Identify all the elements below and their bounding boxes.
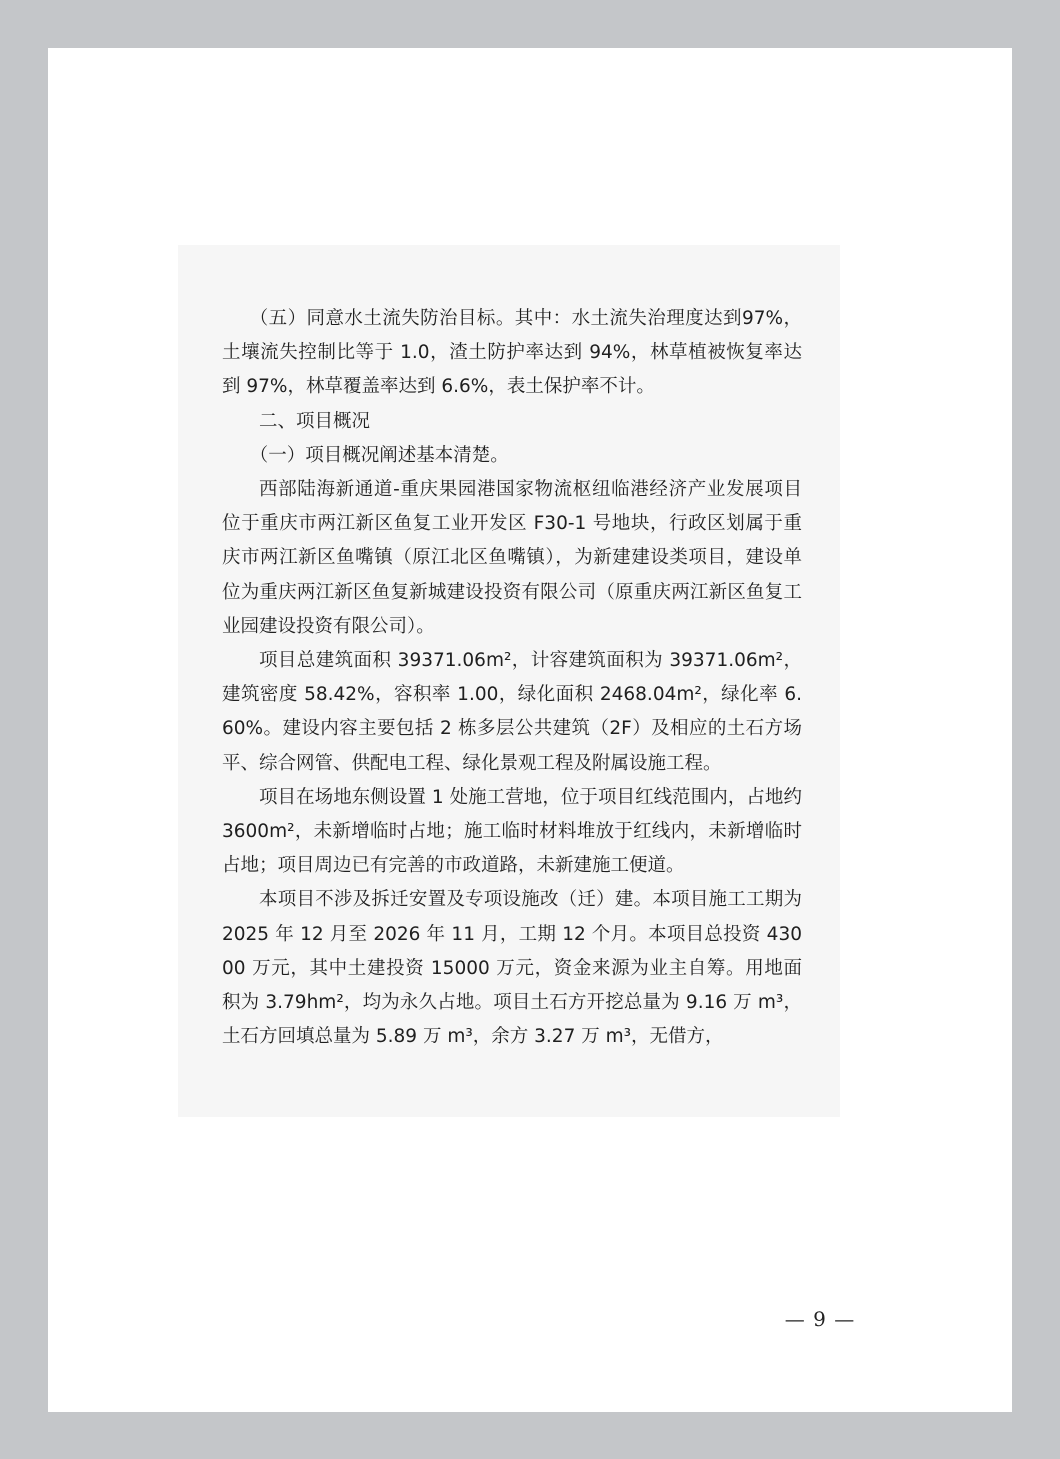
paragraph-schedule-investment: 本项目不涉及拆迁安置及专项设施改（迁）建。本项目施工工期为 2025 年 12 月至 2026 年 11 月，工期 12 个月。本项目总投资 43000 万元，其中土建投资 15000 万元，资金来源为业主自筹。用地面积为 3.79hm²，均为永久占地。项目土石方开挖总量为 9.16 万 m³，土石方回填总量为 5.89 万 m³，余方 3.27 万 m³，无借方， xyxy=(222,889,802,1048)
subsection-heading-overview: （一）项目概况阐述基本清楚。 xyxy=(249,444,509,466)
paragraph-project-location: 西部陆海新通道-重庆果园港国家物流枢纽临港经济产业发展项目位于重庆市两江新区鱼复工业开发区 F30-1 号地块，行政区划属于重庆市两江新区鱼嘴镇（原江北区鱼嘴镇），为新建建设类项目，建设单位为重庆两江新区鱼复新城建设投资有限公司（原重庆两江新区鱼复工业园建设投资有限公司）。 xyxy=(222,479,802,637)
document-body xyxy=(222,302,802,1054)
paragraph-construction-camp: 项目在场地东侧设置 1 处施工营地，位于项目红线范围内，占地约 3600m²，未新增临时占地；施工临时材料堆放于红线内，未新增临时占地；项目周边已有完善的市政道路，未新建施工便道。 xyxy=(222,786,802,877)
section-heading-project-overview: 二、项目概况 xyxy=(259,410,371,432)
paragraph-prevention-targets: （五）同意水土流失防治目标。其中：水土流失治理度达到97%，土壤流失控制比等于 1.0，渣土防护率达到 94%，林草植被恢复率达到 97%，林草覆盖率达到 6.6%，表土保护率不计。 xyxy=(222,308,802,398)
paragraph-building-area: 项目总建筑面积 39371.06m²，计容建筑面积为 39371.06m²，建筑密度 58.42%，容积率 1.00，绿化面积 2468.04m²，绿化率 6.60%。建设内容主要包括 2 栋多层公共建筑（2F）及相应的土石方场平、综合网管、供配电工程、绿化景观工程及附属设施工程。 xyxy=(222,650,802,774)
page-number: — 9 — xyxy=(784,1307,856,1331)
